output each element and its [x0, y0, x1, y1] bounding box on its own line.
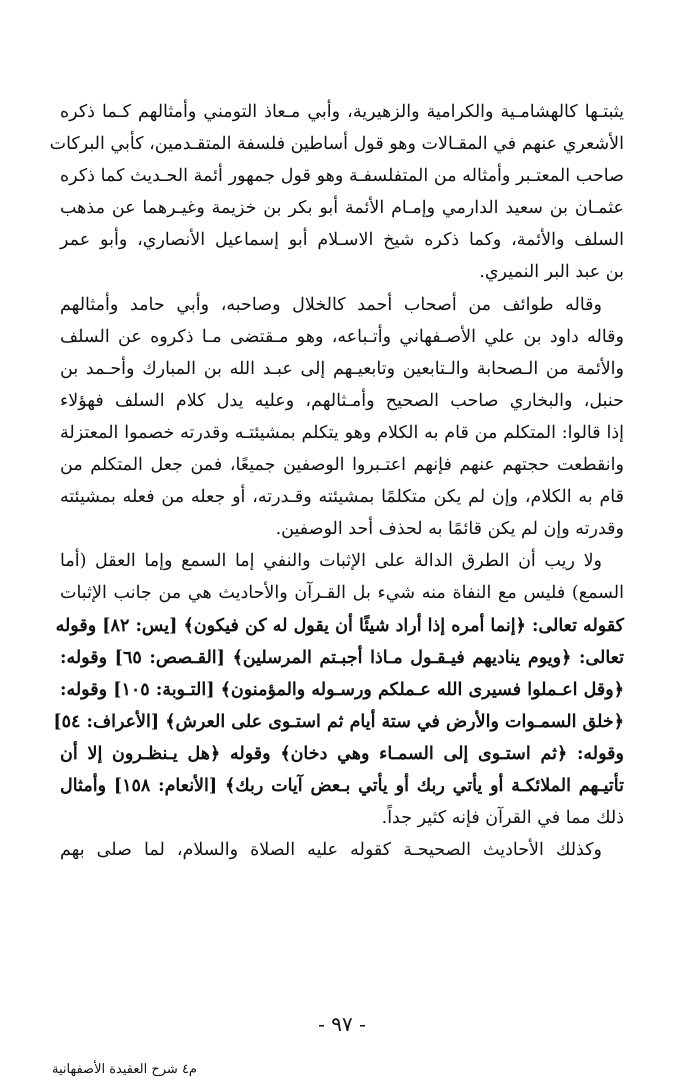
- text-line: ﴿وقل اعـملوا فسيرى الله عـملكم ورسـوله والمؤمنون﴾ [التـوبة: ١٠٥] وقوله:: [60, 679, 625, 700]
- text-line: حنبل، والبخاري صاحب الصحيح وأمـثالهم، وعليه يدل كلام السلف فهؤلاء: [60, 390, 624, 411]
- paragraph: [60, 289, 624, 546]
- text-line: وانقطعت حجتهم عنهم فإنهم اعتـبروا الوصفين جميعًا، فمن جعل المتكلم من: [60, 455, 624, 476]
- text-line: ذلك مما في القرآن فإنه كثير جداً.: [381, 808, 624, 829]
- paragraph: [53, 545, 625, 834]
- text-line: ولا ريب أن الطرق الدالة على الإثبات والنفي إما السمع وإما العقل (أما: [60, 551, 602, 572]
- text-line: وقاله طوائف من أصحاب أحمد كالخلال وصاحبه، وأبي حامد وأمثالهم: [60, 294, 602, 315]
- text-line: وقدرته وإن لم يكن قائمًا به لحذف أحد الوصفين.: [275, 519, 624, 540]
- paragraph: [49, 96, 624, 289]
- text-line: قام به الكلام، وإن لم يكن متكلمًا بمشيئته وقـدرته، أو جعله من فعله بمشيئته: [60, 487, 624, 508]
- text-line: السلف والأئمة، وكما ذكره شيخ الاسـلام أبو إسماعيل الأنصاري، وأبو عمر: [60, 230, 624, 251]
- text-line: الأشعري عنهم في المقـالات وهو قول أساطين فلسفة المتقـدمين، كأبي البركات: [49, 134, 624, 155]
- text-line: وقاله داود بن علي الأصـفهاني وأتـباعه، وهو مـقتضى مـا ذكروه عن السلف: [60, 326, 624, 347]
- text-line: تأتيـهم الملائكـة أو يأتي ربك أو يأتي بـعض آيات ربك﴾ [الأنعام: ١٥٨] وأمثال: [60, 775, 624, 796]
- text-line: عثمـان بن سعيد الدارمي وإمـام الأئمة أبو بكر بن خزيمة وغيـرهما عن مذهب: [60, 198, 624, 219]
- page-number: - ٩٧ -: [318, 1012, 366, 1036]
- text-line: كقوله تعالى: ﴿إنما أمره إذا أراد شيئًا أن يقول له كن فيكون﴾ [يس: ٨٢] وقوله: [55, 615, 624, 636]
- text-line: يثبتـها كالهشامـية والكرامية والزهيرية، وأبي مـعاذ التومني وأمثالهم كـما ذكره: [60, 102, 624, 122]
- text-line: إذا قالوا: المتكلم من قام به الكلام وهو يتكلم بمشيئتـه وقدرته خصموا المعتزلة: [60, 422, 624, 443]
- text-line: تعالى: ﴿ويوم يناديهم فيـقـول مـاذا أجبـتم المرسلين﴾ [القـصص: ٦٥] وقوله:: [60, 647, 624, 668]
- text-line: السمع) فليس مع النفاة منه شيء بل القـرآن والأحاديث هي من جانب الإثبات: [60, 583, 624, 604]
- text-line: وقوله: ﴿ثم استـوى إلى السمـاء وهي دخان﴾ وقوله ﴿هل يـنظـرون إلا أن: [60, 743, 624, 764]
- text-line: ﴿خلق السمـوات والأرض في ستة أيام ثم استـوى على العرش﴾ [الأعراف: ٥٤]: [53, 711, 624, 732]
- text-line: وكذلك الأحاديث الصحيحـة كقوله عليه الصلاة والسلام، لما صلى بهم: [60, 840, 602, 861]
- footer-label: م٤ شرح العقيدة الأصفهانية: [52, 1062, 197, 1077]
- paragraph: [60, 834, 624, 866]
- text-line: صاحب المعتـبر وأمثاله من المتفلسفـة وهو قول جمهور أئمة الحـديث كما ذكره: [60, 166, 624, 187]
- body-text: [49, 96, 625, 866]
- text-line: بن عبد البر النميري.: [479, 262, 624, 283]
- text-line: والأئمة من الـصحابة والـتابعين وتابعيـهم إلى عبـد الله بن المبارك وأحـمد بن: [60, 358, 624, 379]
